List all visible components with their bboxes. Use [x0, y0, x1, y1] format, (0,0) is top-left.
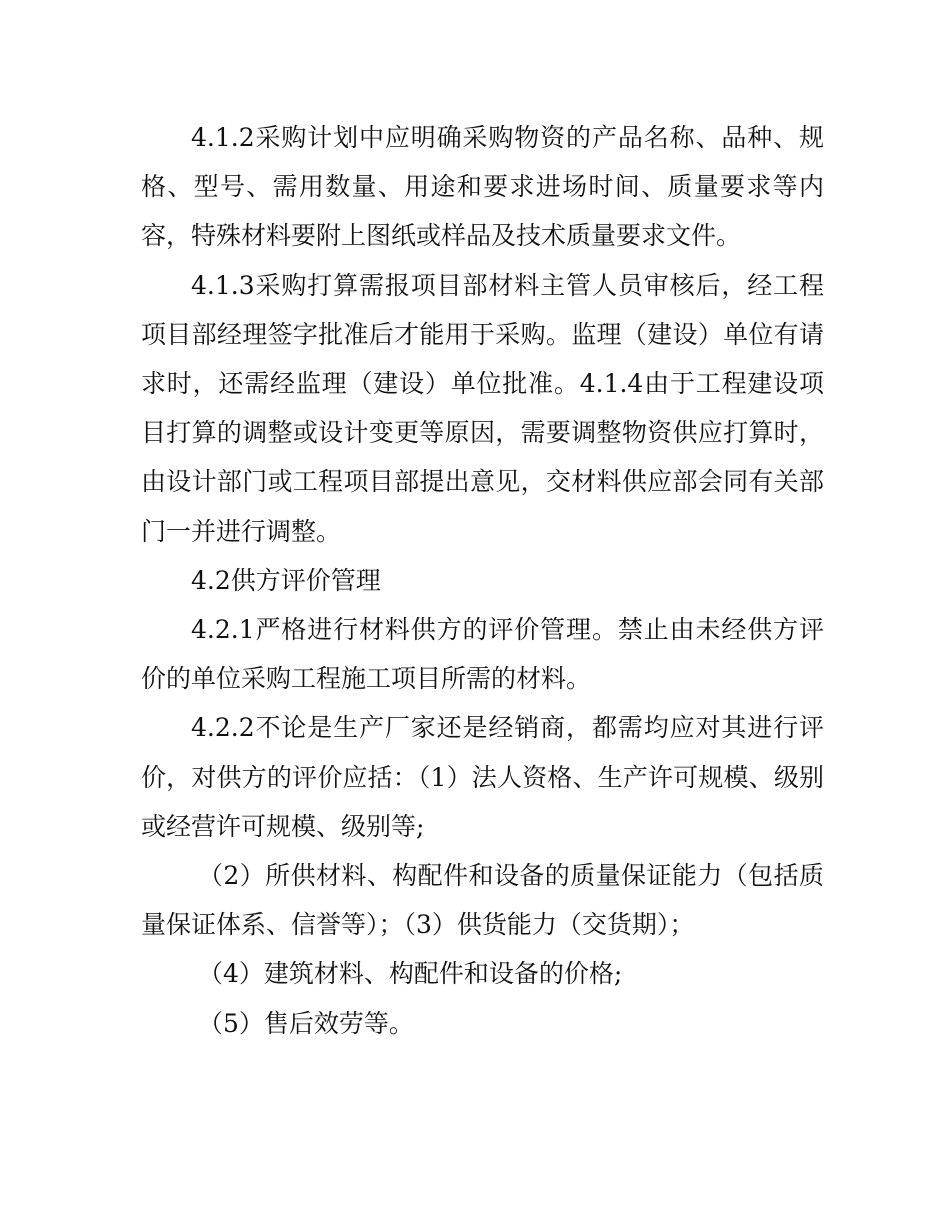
list-item-4: （4）建筑材料、构配件和设备的价格;: [198, 959, 623, 989]
paragraph-4-2-1: 4.2.1严格进行材料供方的评价管理。禁止由未经供方评价的单位采购工程施工项目所需的材料。: [141, 615, 824, 694]
document-body: [141, 113, 824, 1048]
paragraph-4-1-3: 4.1.3采购打算需报项目部材料主管人员审核后，经工程项目部经理签字批准后才能用于采购。监理（建设）单位有请求时，还需经监理（建设）单位批准。4.1.4由于工程建设项目打算的调整或设计变更等原因，需要调整物资供应打算时，由设计部门或工程项目部提出意见，交材料供应部会同有关部门一并进行调整。: [141, 270, 824, 546]
paragraph-4-2-2: 4.2.2不论是生产厂家还是经销商，都需均应对其进行评价，对供方的评价应括：（1）法人资格、生产许可规模、级别或经营许可规模、级别等;: [141, 713, 824, 841]
list-item-5: （5）售后效劳等。: [198, 1008, 414, 1038]
list-item-2-3: （2）所供材料、构配件和设备的质量保证能力（包括质量保证体系、信誉等）；（3）供货能力（交货期）；: [141, 861, 824, 940]
section-heading-4-2: 4.2供方评价管理: [191, 565, 381, 595]
paragraph-4-1-2: 4.1.2采购计划中应明确采购物资的产品名称、品种、规格、型号、需用数量、用途和要求进场时间、质量要求等内容，特殊材料要附上图纸或样品及技术质量要求文件。: [141, 123, 824, 251]
